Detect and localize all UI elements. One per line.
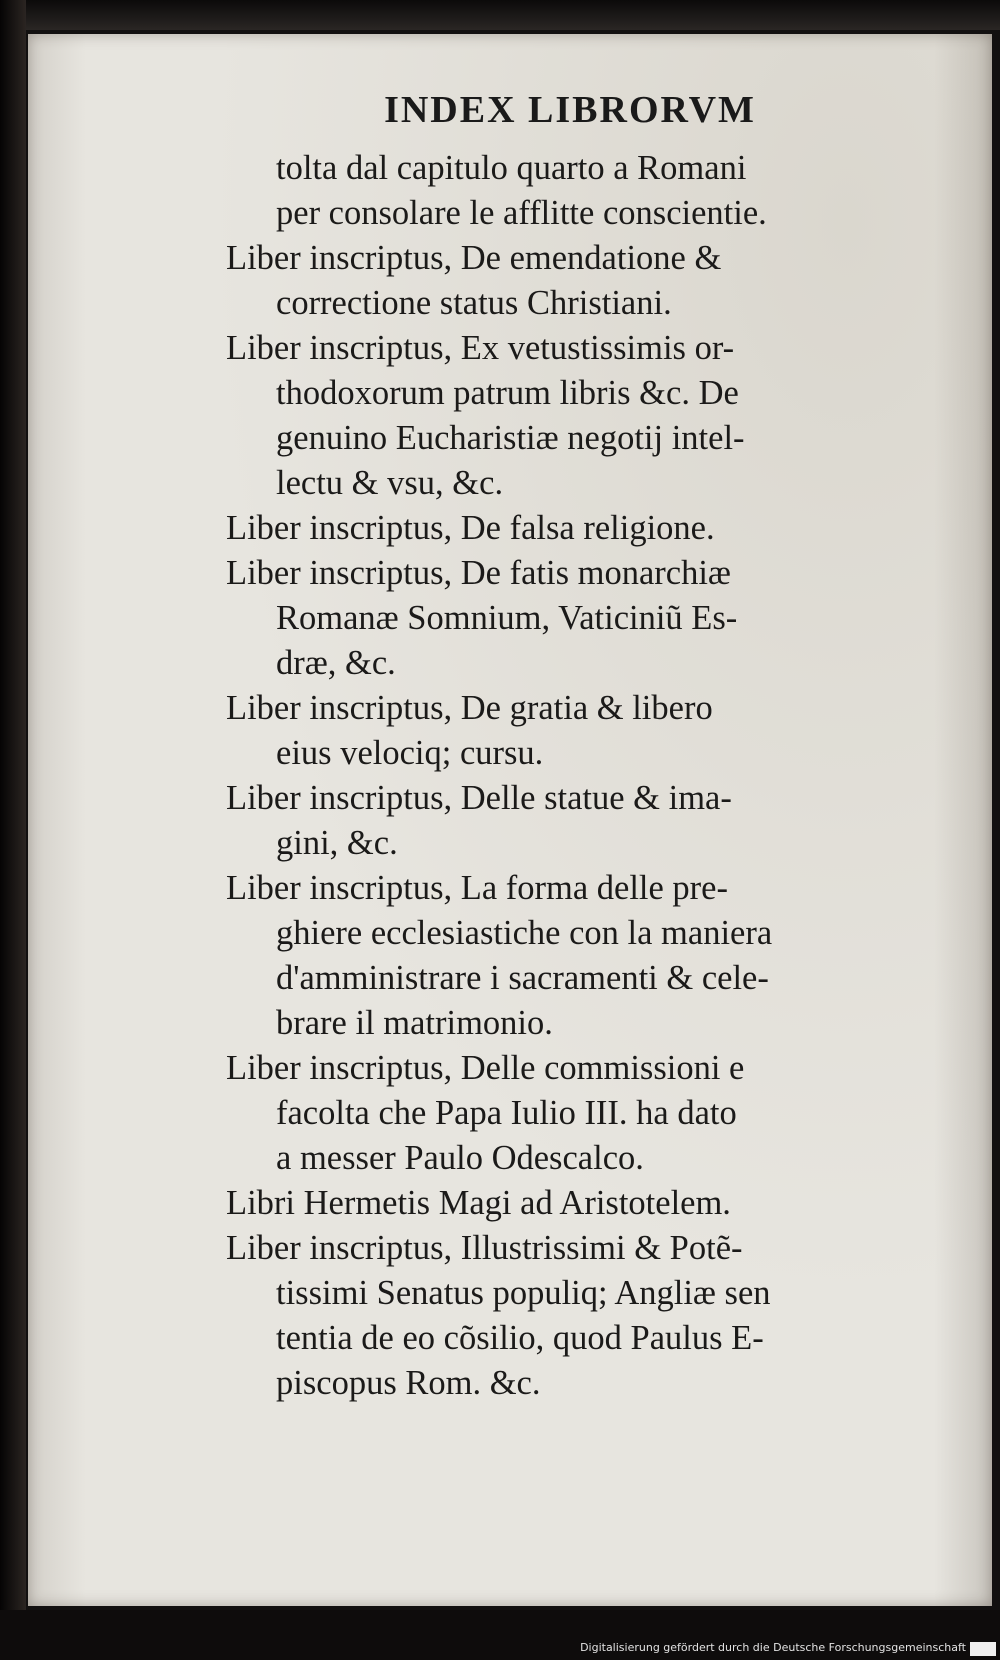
entry-first-line: Liber inscriptus, Ex vetustissimis or- (226, 329, 735, 367)
entry-continuation-line: lectu & vsu, &c. (276, 464, 504, 502)
entry-continuation-line: tentia de eo cõsilio, quod Paulus E- (276, 1319, 764, 1357)
entry-continuation-line: per consolare le afflitte conscientie. (276, 194, 767, 232)
entry-continuation-line: dræ, &c. (276, 644, 396, 682)
entry-continuation-line: correctione status Christiani. (276, 284, 672, 322)
index-entries (28, 146, 968, 1406)
entry-continuation-line: facolta che Papa Iulio III. ha dato (276, 1094, 737, 1132)
entry-first-line: Liber inscriptus, De falsa religione. (226, 509, 715, 547)
entry-first-line: Liber inscriptus, De emendatione & (226, 239, 722, 277)
entry-continuation-line: tissimi Senatus populiq; Angliæ sen (276, 1274, 771, 1312)
entry-first-line: Liber inscriptus, Delle statue & ima- (226, 779, 732, 817)
running-head: INDEX LIBRORVM (384, 89, 756, 131)
dfg-logo-icon (970, 1642, 996, 1656)
scan-top-edge (0, 0, 1000, 30)
entry-continuation-line: a messer Paulo Odescalco. (276, 1139, 644, 1177)
entry-first-line: Liber inscriptus, Illustrissimi & Potẽ- (226, 1229, 743, 1267)
entry-continuation-line: eius velociq; cursu. (276, 734, 544, 772)
entry-continuation-line: genuino Eucharistiæ negotij intel- (276, 419, 745, 457)
entry-continuation-line: tolta dal capitulo quarto a Romani (276, 149, 747, 187)
entry-continuation-line: piscopus Rom. &c. (276, 1364, 541, 1402)
entry-continuation-line: gini, &c. (276, 824, 398, 862)
book-spine-edge (0, 0, 26, 1660)
entry-continuation-line: d'amministrare i sacramenti & cele- (276, 959, 769, 997)
entry-first-line: Liber inscriptus, De fatis monarchiæ (226, 554, 731, 592)
entry-first-line: Liber inscriptus, La forma delle pre- (226, 869, 728, 907)
funding-credit: Digitalisierung gefördert durch die Deutsche Forschungsgemeinschaft (580, 1641, 966, 1654)
footer-bar (0, 1610, 1000, 1660)
entry-continuation-line: thodoxorum patrum libris &c. De (276, 374, 739, 412)
entry-first-line: Libri Hermetis Magi ad Aristotelem. (226, 1184, 731, 1222)
entry-continuation-line: Romanæ Somnium, Vaticiniũ Es- (276, 599, 738, 637)
book-page (28, 34, 992, 1606)
entry-first-line: Liber inscriptus, De gratia & libero (226, 689, 713, 727)
entry-continuation-line: brare il matrimonio. (276, 1004, 553, 1042)
entry-continuation-line: ghiere ecclesiastiche con la maniera (276, 914, 773, 952)
entry-first-line: Liber inscriptus, Delle commissioni e (226, 1049, 745, 1087)
